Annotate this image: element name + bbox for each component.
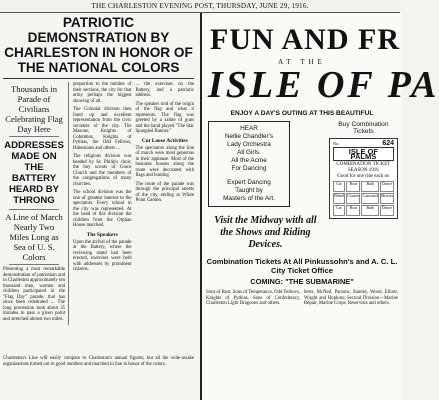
orchestra-line: For Dancing xyxy=(231,165,267,172)
ticket-area xyxy=(329,121,398,251)
ticket-combo: COMBINATION TICKET xyxy=(336,162,391,167)
ticket-top xyxy=(333,141,394,146)
orchestra-line: HEAR xyxy=(240,125,258,132)
ad-bottom-right: berts, McNeil, Parsons, Stanley, Wood, Elliott, Wright and Hopkins; Second Division—Marine Repair, Marine Corps, Reservists and others. xyxy=(304,290,398,306)
ad-left-boxes xyxy=(208,121,323,251)
isle-of-palms-ad xyxy=(200,13,439,400)
ad-bottom-text xyxy=(206,290,398,307)
paragraph: The religious division was headed by St. Philip's choir, the boy scouts of Grace Church and the members of the congregations of many churches. xyxy=(73,154,132,187)
combination-footnote: Combination Tickets At All Pinkussohn's and A. C. L. City Ticket Office xyxy=(206,257,398,275)
paragraph: Upon the arrival of the parade at the Battery, where the reviewing stand had been erected, exercises were held with addresses by prominent citizens. xyxy=(73,239,132,272)
article-headline: PATRIOTIC DEMONSTRATION BY CHARLESTON IN HONOR OF THE NATIONAL COLORS xyxy=(4,15,193,75)
deck-3: A Line of March Nearly Two Miles Long as Sea of U. S. Colors xyxy=(5,212,63,262)
orchestra-line: Nellie Chandler's xyxy=(224,133,274,140)
article-body xyxy=(3,82,194,325)
divider xyxy=(9,264,59,265)
intro-paragraph: Presenting a most remarkable demonstration of patriotism and in Charleston approximately ten thousand men, women and children participated in the "Flag Day" parade, that has since been celebrated ... The long procession took about 35 minutes to pass a given point and stretched almost two miles. xyxy=(3,267,65,322)
ticket-isle: ISLE OF PALMS xyxy=(333,147,394,161)
text-columns xyxy=(68,82,194,325)
ad-title-line1: FUN AND FR xyxy=(210,23,400,56)
divider xyxy=(9,209,59,210)
ticket-cell: Carrousel xyxy=(361,193,379,204)
ticket-cell: Wheel xyxy=(333,193,345,204)
coming-soon: COMING: "THE SUBMARINE" xyxy=(250,277,354,286)
buy-combo-label: Buy Combination Tickets xyxy=(338,121,389,135)
ad-bottom-left: Sons of Rest, Sons of Temperance, Odd Fellows, Knights of Pythias, Sons of Confederacy, Charleston Light Dragoons and others. xyxy=(206,290,300,306)
paragraph: The speaker told of the origin of the flag and what it represents. The flag was greeted by a salute of guns and the band played "The Star Spangled Banner." xyxy=(135,101,194,134)
ad-tagline: ENJOY A DAY'S OUTING AT THIS BEAUTIFUL xyxy=(230,110,374,117)
orchestra-line: All Girls. xyxy=(237,149,261,156)
ticket-cell: Car xyxy=(333,205,345,216)
deck-column xyxy=(3,82,68,325)
orchestra-line: All the Acme xyxy=(231,157,267,164)
dancing-line: Taught by xyxy=(235,187,263,194)
paragraph: The Colonial division then lined up and excellent representation from the civic societies of the city. The Masons, Knights of Columbus, Knights of Pythias, the Odd Fellows, Hibernians and others ... xyxy=(73,107,132,151)
ticket-number: 624 xyxy=(382,140,394,147)
ticket-cell: Dance xyxy=(380,205,394,216)
divider xyxy=(9,136,59,137)
orchestra-box xyxy=(208,121,290,207)
ticket-cell: Coaster xyxy=(346,193,360,204)
paragraph: The spectators along the line of march were most generous in their applause. Most of the business houses along the route were decorated with flags and bunting. xyxy=(135,145,194,178)
dancing-line: Masters of the Art. xyxy=(223,195,275,202)
ticket-grid xyxy=(333,181,394,216)
ad-at-the: AT THE xyxy=(278,58,326,66)
ad-content-row xyxy=(208,121,398,251)
dancing-line: Expert Dancing xyxy=(227,179,271,186)
ticket-cell: Movies xyxy=(380,193,394,204)
column-3 xyxy=(136,82,195,325)
combination-ticket xyxy=(329,138,398,219)
subhead: Cut Loose Activities xyxy=(141,137,188,144)
paragraph: The route of the parade was through the principal streets of the city, ending at White Point Garden. xyxy=(135,181,194,203)
ticket-cell: Boat xyxy=(346,205,360,216)
ticket-good: Good for one ride each on xyxy=(337,174,390,179)
orchestra-line: Lady Orchestra xyxy=(227,141,271,148)
ad-title-line2: ISLE OF PA xyxy=(208,64,439,106)
subhead: The Speakers xyxy=(86,231,118,238)
article xyxy=(0,13,197,400)
deck-1: Thousands in Parade of Civilians Celebrating Flag Day Here xyxy=(5,84,63,134)
paragraph: ... the exercises on the Battery, and a patriotic address. xyxy=(135,82,194,98)
masthead: THE CHARLESTON EVENING POST, THURSDAY, JUNE 29, 1916. xyxy=(0,0,400,13)
ticket-no-label: No. xyxy=(332,141,340,146)
ticket-cell: Boat xyxy=(346,181,360,192)
paragraph: The school division was the one of greatest interest to the spectators. Every school in the city was represented. At the head of this division the children from the Orphan House marched. xyxy=(73,190,132,228)
divider xyxy=(3,78,194,79)
ticket-cell: Dance xyxy=(380,181,394,192)
ticket-cell: Bath xyxy=(361,181,379,192)
deck-2: ADDRESSES MADE ON THE BATTERY HEARD BY THRONG xyxy=(4,140,64,206)
visit-midway: Visit the Midway with all the Shows and Riding Devices. xyxy=(214,215,317,250)
ticket-cell: Car xyxy=(333,181,345,192)
ticket-season: SEASON 1916 xyxy=(348,168,379,173)
ticket-cell: Bath xyxy=(361,205,379,216)
column-2 xyxy=(73,82,132,325)
bottom-paragraph: Charleston's Line will easily compare to Charleston's annual figures; but all the wide-awake organizations turned out in good numbers and marched in line in honor of the colors. xyxy=(3,356,194,367)
paragraph: proportion to the number of their sections, the city for that army perhaps the biggest showing of all. xyxy=(73,82,132,104)
